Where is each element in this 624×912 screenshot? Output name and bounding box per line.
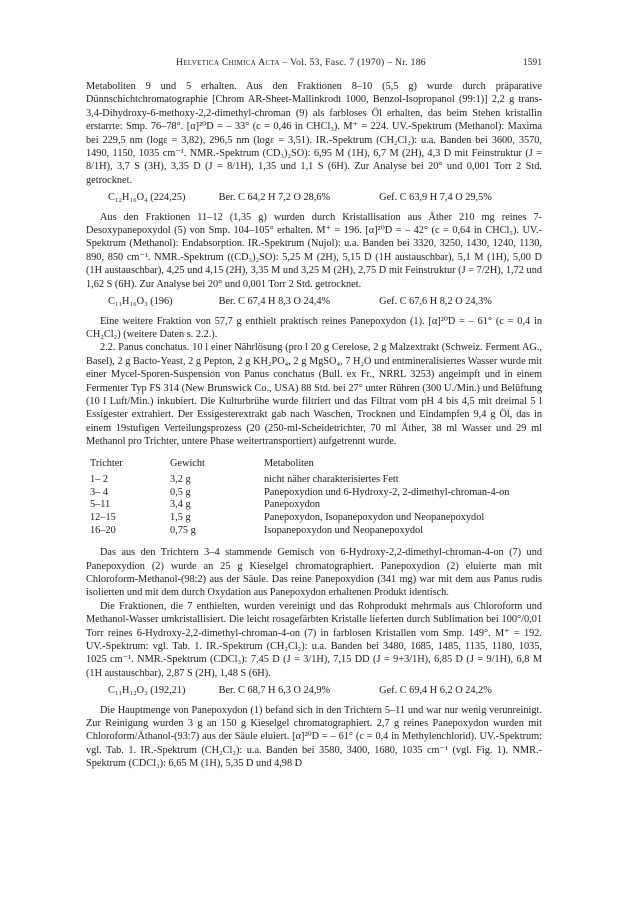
table-cell: 1,5 g (170, 511, 191, 523)
found-3: Gef. C 69,4 H 6,2 O 24,2% (379, 685, 492, 697)
paragraph-4: 2.2. Panus conchatus. 10 l einer Nährlösung (pro l 20 g Cerelose, 2 g Malzextrakt (Schweiz. Ferment AG., Basel), 2 g Bacto-Yeast, 2 g Pepton, 2 g KH₂PO₄, 2 g MgSO₄, 7 H₂O und entmineralisiertes Wasser wurde mit einer Mycel-Sporen-Suspension von Panus conchatus (Bull. ex Fr., NRRL 3253) angeimpft und in einem Fermenter Typ FS 314 (New Brunswick Co., USA) 88 Std. bei 27° unter Rühren (300 U./Min.) und Belüftung (10 l Luft/Min.) inkubiert. Die Kulturbrühe wurde filtriert und das Filtrat vom pH 4 bis 4,5 mit dreimal 5 l Essigester extrahiert. Der Essigesterextrakt gab nach Waschen, Trocknen und Eindampfen 9,4 g Öl, das in einem 19stufigen Verteilungsprozess (20 (250-ml-Scheidetrichter, 70 ml Äther, 38 ml Wasser und 29 ml Methanol pro Trichter, untere Phase weitertransportiert) aufgetrennt wurde. (86, 342, 542, 448)
table-header: Metaboliten (264, 457, 314, 469)
fraction-table (86, 458, 509, 538)
table-row (86, 512, 509, 525)
table-row (86, 487, 509, 500)
journal-citation: – Vol. 53, Fasc. 7 (1970) – Nr. 186 (282, 57, 426, 68)
paragraph-6: Die Fraktionen, die 7 enthielten, wurden vereinigt und das Rohprodukt mehrmals aus Chloroform und Methanol-Wasser umkristallisiert. Die leicht rosagefärbten Kristalle lieferten durch Sublimation bei 100°/0,01 Torr reines 6-Hydroxy-2,2-dimethyl-chroman-4-on (7) in farblosen Kristallen vom Smp. 149°. M⁺ = 192. UV.-Spektrum: vgl. Tab. 1. IR.-Spektrum (CH₂Cl₂): u.a. Banden bei 3480, 1685, 1485, 1135, 1180, 1035, 1025 cm⁻¹. NMR.-Spektrum (CDCl₃): 7,45 D (J = 3/1H), 7,15 DD (J = 9+3/1H), 6,85 D (J = 9/1H), 6,8 M (1H austauschbar), 2,87 S (2H), 1,48 S (6H). (86, 600, 542, 679)
elemental-analysis-1 (86, 191, 542, 204)
table-row (86, 499, 509, 512)
table-header-row (86, 458, 509, 471)
table-row (86, 474, 509, 487)
formula-3: C₁₁H₁₂O₃ (192,21) (108, 685, 186, 697)
table-cell: 0,75 g (170, 524, 196, 536)
table-cell: Panepoxydion und 6-Hydroxy-2, 2-dimethyl-chroman-4-on (264, 486, 510, 498)
paragraph-5: Das aus den Trichtern 3–4 stammende Gemisch von 6-Hydroxy-2,2-dimethyl-chroman-4-on (7) und Panepoxydion (2) wurde an 25 g Kieselgel chromatographiert. Panepoxydion (2) eluierte man mit Chloroform-Methanol-(98:2) aus der Säule. Das reine Panepoxydion (341 mg) war mit dem aus Panus rudis isolierten und mit dem durch Oxydation aus Panepoxydon erhaltenen Produkt identisch. (86, 547, 542, 599)
table-cell: Panepoxydon, Isopanepoxydon und Neopanepoxydol (264, 511, 485, 523)
running-header (86, 56, 542, 70)
table-header: Trichter (90, 457, 123, 469)
page-number: 1591 (522, 57, 542, 68)
paragraph-1: Metaboliten 9 und 5 erhalten. Aus den Fraktionen 8–10 (5,5 g) wurde durch präparative Dünnschichtchromatographie [Chrom AR-Sheet-Mallinkrodt 1000, Benzol-Isopropanol (99:1)] 2,2 g trans-3,4-Dihydroxy-6-methoxy-2,2-dimethyl-chroman (9) als farbloses Öl erhalten, das beim Stehen kristallin erstarrte: Smp. 76–78°. [α]²⁰D = – 33° (c = 0,46 in CHCl₃). M⁺ = 224. UV.-Spektrum (Methanol): Maxima bei 229,5 nm (logε = 3,82), 296,5 nm (logε = 3,51). IR.-Spektrum (CH₂Cl₂): u.a. Banden bei 3600, 3570, 1490, 1150, 1035 cm⁻¹. NMR.-Spektrum (CD₃)₂SO): 6,95 M (1H), 6,7 M (2H), 4,3 D mit Feinstruktur (J = 8/1H), 3,7 S (3H), 3,35 D (J = 8/1H), 1,35 und 1,1 S (6H). Zur Analyse bei 20° und 0,001 Torr 2 Std. getrocknet. (86, 81, 542, 186)
paragraph-3: Eine weitere Fraktion von 57,7 g enthielt praktisch reines Panepoxydon (1). [α]²⁰D = – 61° (c = 0,4 in CH₂Cl₂) (weitere Daten s. 2.2.). (86, 315, 542, 340)
table-cell: 5–11 (90, 499, 111, 511)
calculated-1: Ber. C 64,2 H 7,2 O 28,6% (218, 192, 331, 204)
table-header: Gewicht (170, 457, 205, 469)
calculated-2: Ber. C 67,4 H 8,3 O 24,4% (218, 296, 331, 308)
elemental-analysis-3 (86, 684, 542, 697)
table-cell: 1– 2 (90, 474, 109, 486)
table-cell: nicht näher charakterisiertes Fett (264, 474, 399, 486)
paragraph-7: Die Hauptmenge von Panepoxydon (1) befand sich in den Trichtern 5–11 und war nur wenig verunreinigt. Zur Reinigung wurden 3 g an 150 g Kieselgel chromatographiert. 2,7 g reines Panepoxydon wurden mit Chloroform/Äthanol-(93:7) aus der Säule eluiert. [α]²⁰D = – 61° (c = 0,4 in Methylenchlorid). UV.-Spektrum: vgl. Tab. 1. IR.-Spektrum (CH₂Cl₂): u.a. Banden bei 3580, 3400, 1680, 1035 cm⁻¹ (vgl. Fig. 1). NMR.-Spektrum (CDCl₃): 6,65 M (1H), 5,35 D und 4,98 D (86, 704, 542, 770)
table-cell: 16–20 (90, 524, 116, 536)
elemental-analysis-2 (86, 295, 542, 308)
table-cell: 3,4 g (170, 499, 191, 511)
table-cell: 3– 4 (90, 486, 109, 498)
table-row (86, 525, 509, 538)
table-cell: Panepoxydon (264, 499, 321, 511)
formula-1: C₁₂H₁₆O₄ (224,25) (108, 192, 186, 204)
article-body (86, 80, 542, 771)
table-cell: 0,5 g (170, 486, 191, 498)
found-2: Gef. C 67,6 H 8,2 O 24,3% (379, 296, 492, 308)
table-cell: Isopanepoxydon und Neopanepoxydol (264, 524, 423, 536)
table-cell: 3,2 g (170, 474, 191, 486)
journal-name: Helvetica Chimica Acta (176, 57, 280, 68)
found-1: Gef. C 63,9 H 7,4 O 29,5% (379, 192, 492, 204)
formula-2: C₁₁H₁₆O₃ (196) (108, 296, 173, 308)
calculated-3: Ber. C 68,7 H 6,3 O 24,9% (218, 685, 331, 697)
table-cell: 12–15 (90, 511, 116, 523)
paragraph-2: Aus den Fraktionen 11–12 (1,35 g) wurden durch Kristallisation aus Äther 210 mg reines 7-Desoxypanepoxydol (5) von Smp. 104–105° erhalten. M⁺ = 196. [α]²⁰D = – 42° (c = 0,64 in CHCl₃). UV.-Spektrum (Methanol): Endabsorption. IR.-Spektrum (Nujol): u.a. Banden bei 3320, 3250, 1430, 1240, 1130, 890, 850 cm⁻¹. NMR.-Spektrum ((CD₃)₂SO): 5,25 M (2H), 5,15 D (1H austauschbar), 5,1 M (1H), 5,00 D (1H austauschbar), 4,25 und 4,15 (2H), 3,35 M und 3,25 M (2H), 2,75 D mit Feinstruktur (J = 7/2H), 1,72 und 1,62 S (6H). Zur Analyse bei 20° und 0,001 Torr 2 Std. getrocknet. (86, 211, 542, 290)
